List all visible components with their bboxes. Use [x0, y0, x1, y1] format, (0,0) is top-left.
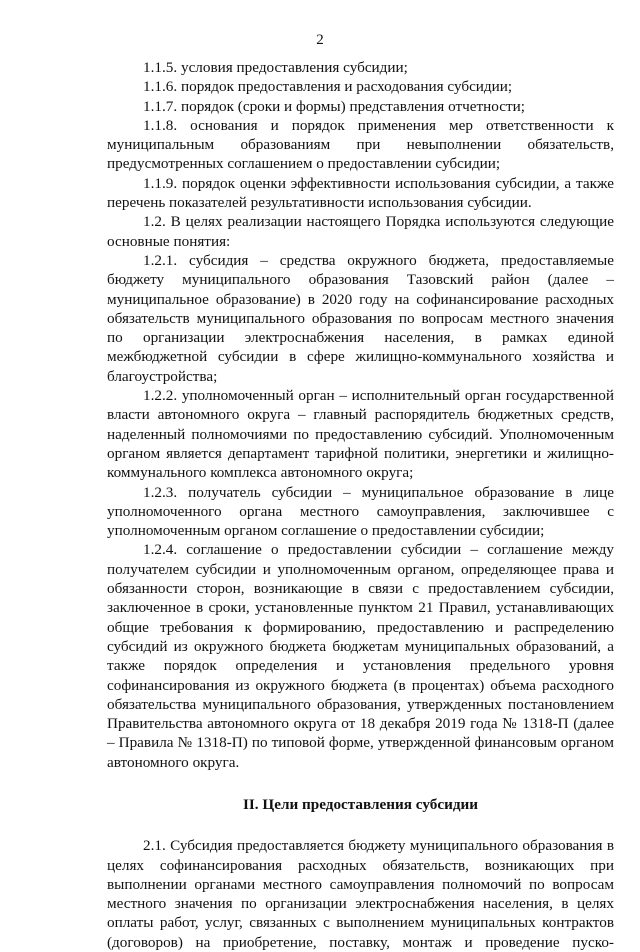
paragraph-1-1-6: 1.1.6. порядок предоставления и расходования субсидии;: [143, 78, 513, 96]
paragraph-1-1-8: 1.1.8. основания и порядок применения мер ответственности к муниципальным образованиям при невыполнении обязательств, предусмотренных соглашением о предоставлении субсидии;: [107, 116, 614, 173]
section-heading: II. Цели предоставления субсидии: [242, 795, 478, 813]
paragraph-1-2-2: 1.2.2. уполномоченный орган – исполнительный орган государственной власти автономного округа – главный распорядитель бюджетных средств, наделенный полномочиями по предоставлению субсидий. Уполномоченным органом является департамент тарифной политики, энергетики и жилищно-коммунального комплекса автономного округа;: [107, 387, 614, 482]
paragraph-1-1-9: 1.1.9. порядок оценки эффективности использования субсидии, а также перечень показателей результативности использования субсидии.: [107, 174, 614, 212]
paragraph-1-1-5: 1.1.5. условия предоставления субсидии;: [143, 59, 408, 76]
document-body: [107, 58, 614, 952]
paragraph-1-1-7: 1.1.7. порядок (сроки и формы) представления отчетности;: [143, 97, 525, 115]
paragraph-1-2-4: 1.2.4. соглашение о предоставлении субсидии – соглашение между получателем субсидии и уполномоченным органом, определяющее права и обязанности сторон, возникающие в связи с предоставлением субсидии, заключенное в сроки, установленные пунктом 21 Правил, устанавливающих общие требования к формированию, предоставлению и распределению субсидий из окружного бюджета бюджетам муниципальных образований, а также порядок определения и установления предельного уровня софинансирования из окружного бюджета (в процентах) объема расходного обязательства муниципального образования, утвержденных постановлением Правительства автономного округа от 18 декабря 2019 года № 1318-П (далее – Правила № 1318-П) по типовой форме, утвержденной финансовым органом автономного округа.: [107, 541, 614, 771]
paragraph-2-1: 2.1. Субсидия предоставляется бюджету муниципального образования в целях софинансирования расходных обязательств, возникающих при выполнении органами местного самоуправления полномочий по вопросам местного значения по организации электроснабжения населения, в целях оплаты работ, услуг, связанных с выполнением муниципальных контрактов (договоров) на приобретение, поставку, монтаж и проведение пуско-: [107, 837, 614, 951]
paragraph-1-2-3: 1.2.3. получатель субсидии – муниципальное образование в лице уполномоченного органа местного самоуправления, заключившее с уполномоченным органом соглашение о предоставлении субсидии;: [107, 483, 614, 540]
paragraph-1-2-1: 1.2.1. субсидия – средства окружного бюджета, предоставляемые бюджету муниципального образования Тазовский район (далее – муниципальное образование) в 2020 году на софинансирование расходных обязательств муниципального образования по вопросам местного значения по организации электроснабжения населения, в рамках единой межбюджетной субсидии в сфере жилищно-коммунального хозяйства и благоустройства;: [107, 251, 614, 385]
page-number: 2: [316, 32, 324, 48]
paragraph-1-2: 1.2. В целях реализации настоящего Порядка используются следующие основные понятия:: [107, 213, 614, 250]
